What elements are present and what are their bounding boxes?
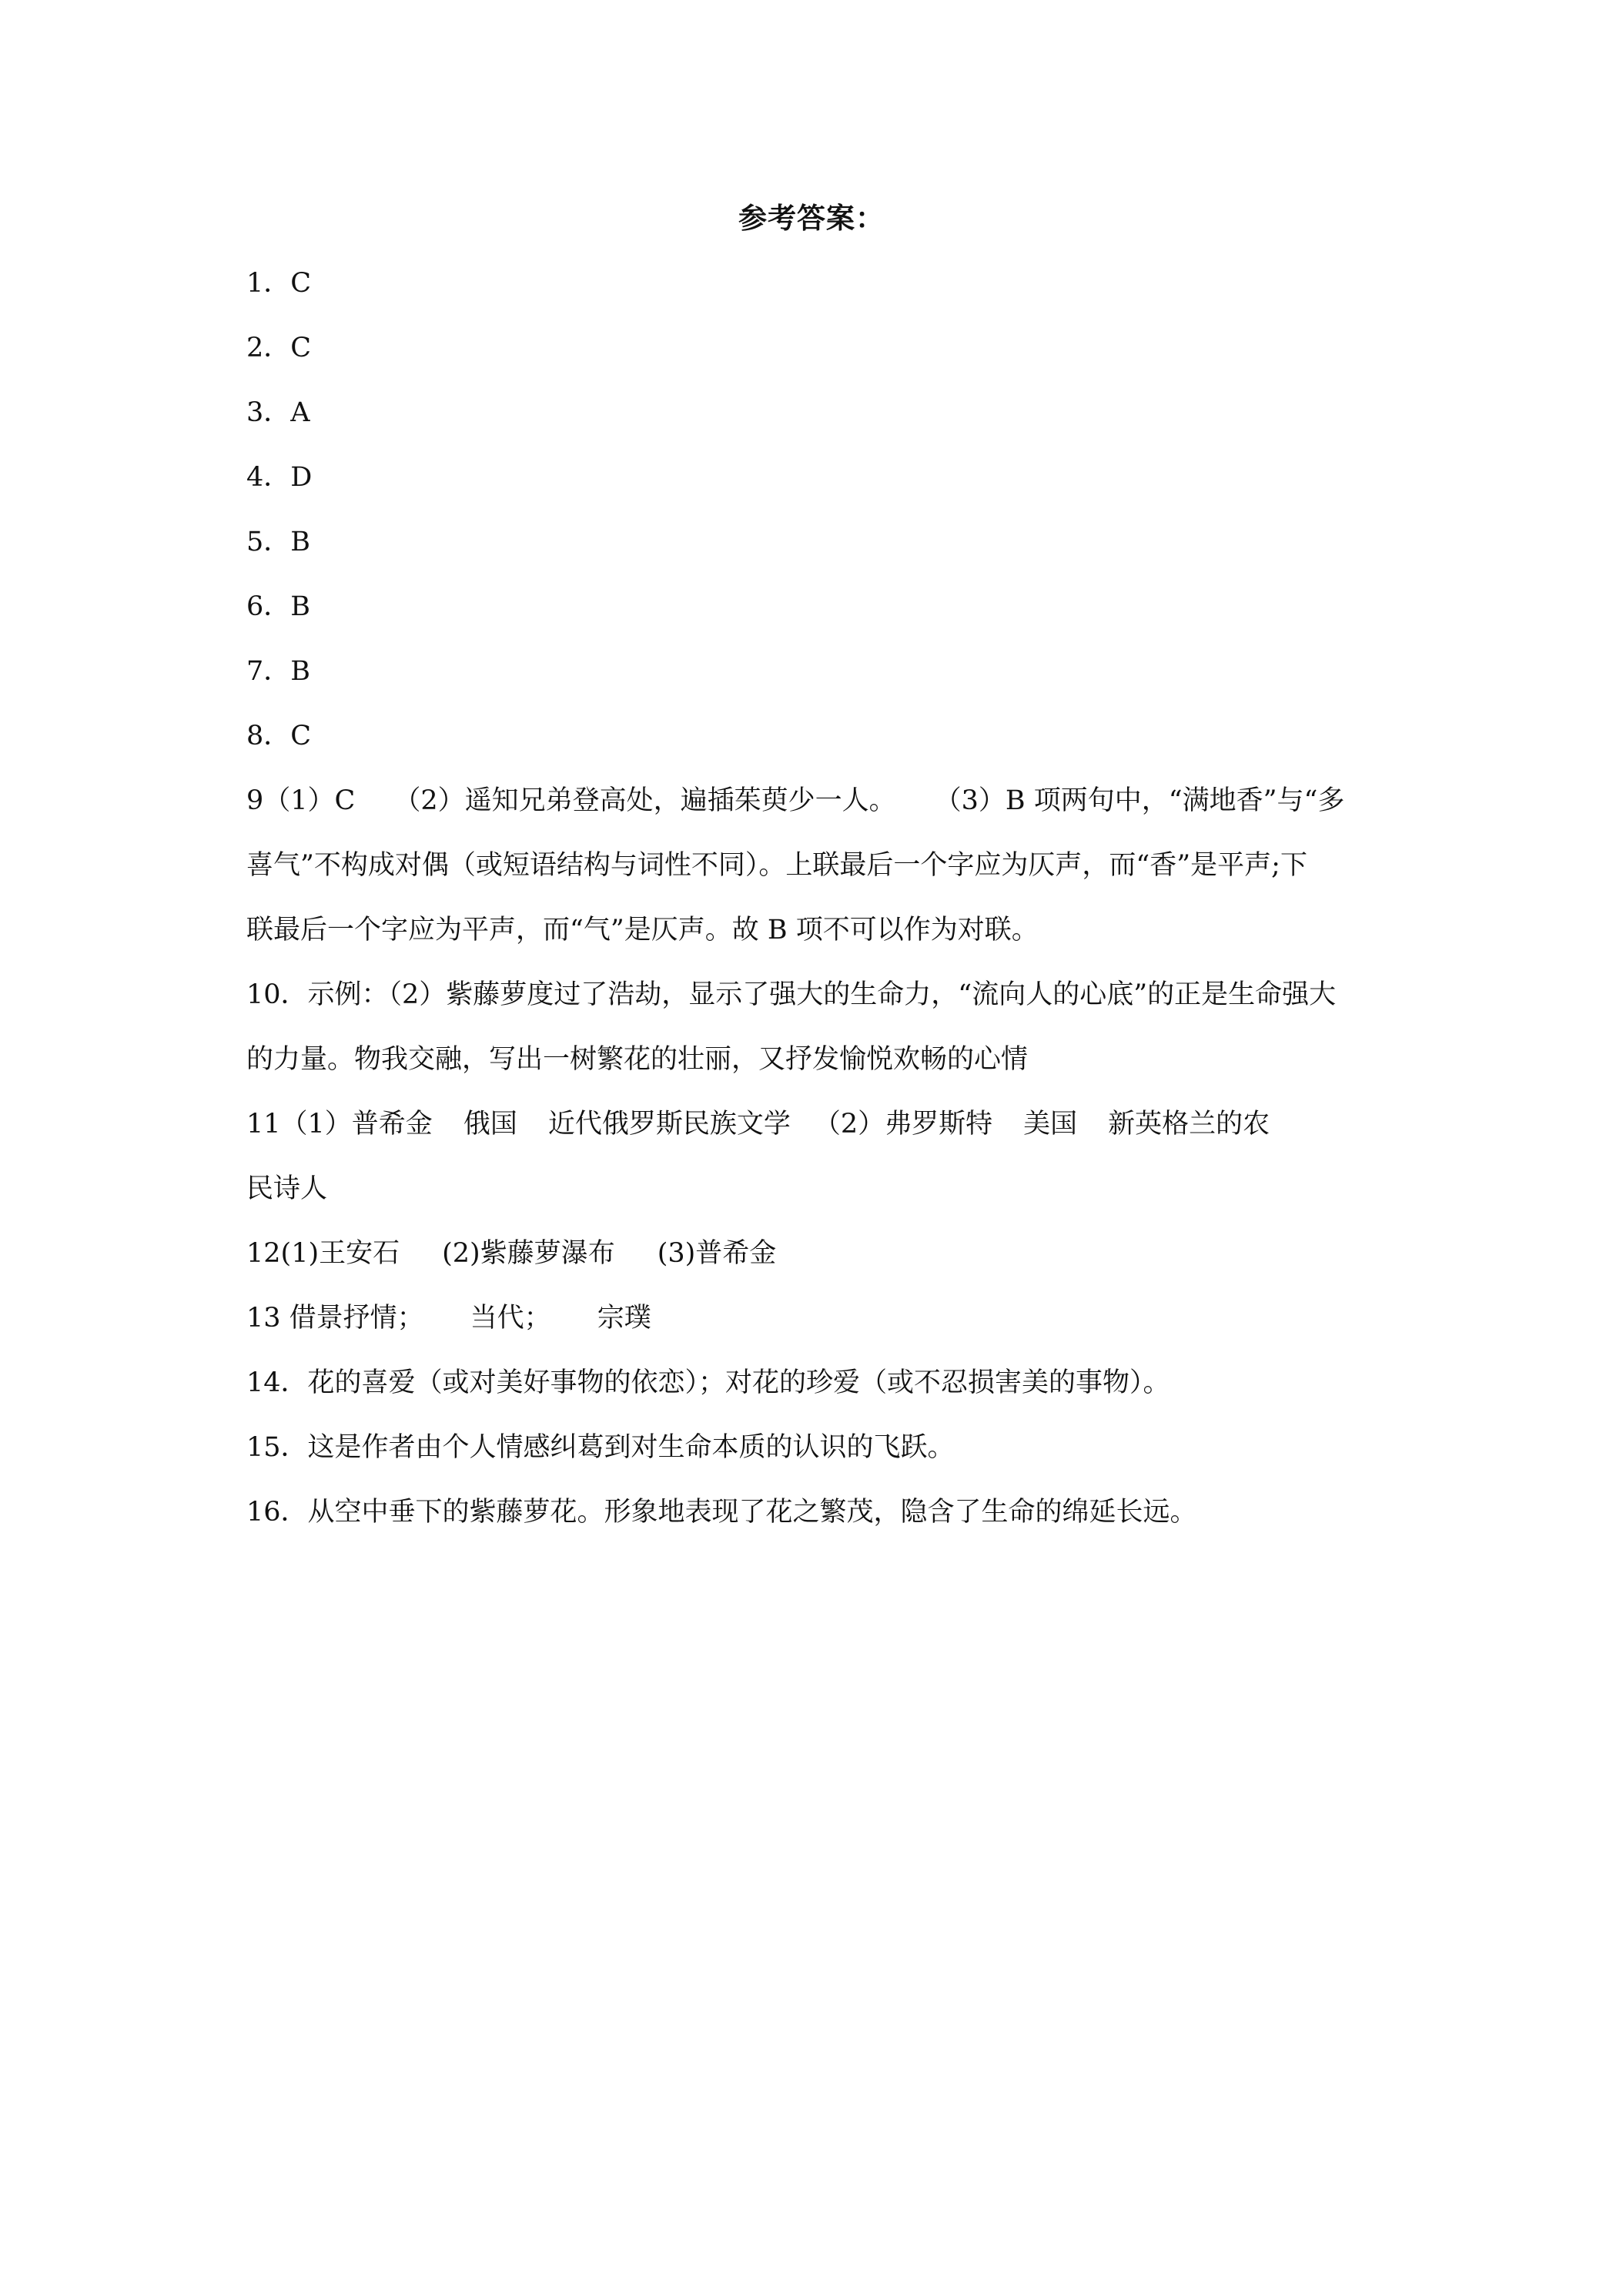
answer-11-line-2: 民诗人	[246, 1173, 328, 1204]
answer-list	[246, 251, 1386, 1545]
answer-11-line-1	[246, 1092, 1386, 1156]
answer-11-part-4: （2）弗罗斯特	[813, 1109, 993, 1140]
answer-6: 6．B	[246, 591, 310, 622]
answer-9-part-1: 9（1）C	[246, 785, 356, 816]
answer-8: 8．C	[246, 721, 312, 751]
answer-12-part-3: (3)普希金	[657, 1238, 777, 1269]
answer-12	[246, 1221, 1386, 1286]
answer-15: 15．这是作者由个人情感纠葛到对生命本质的认识的飞跃。	[246, 1432, 955, 1463]
answer-16: 16．从空中垂下的紫藤萝花。形象地表现了花之繁茂，隐含了生命的绵延长远。	[246, 1497, 1197, 1528]
answer-5: 5．B	[246, 527, 310, 557]
answer-2: 2．C	[246, 333, 312, 363]
answer-13-part-3: 宗璞	[597, 1303, 651, 1334]
answer-10-line-1: 10．示例：（2）紫藤萝度过了浩劫，显示了强大的生命力，“流向人的心底”的正是生命强大	[246, 979, 1337, 1010]
page-title: 参考答案：	[738, 201, 885, 235]
answer-12-part-1: 12(1)王安石	[246, 1238, 400, 1269]
answer-11-part-1: 11（1）普希金	[246, 1109, 433, 1140]
answer-11-part-3: 近代俄罗斯民族文学	[547, 1109, 791, 1140]
answer-11-part-5: 美国	[1023, 1109, 1078, 1140]
answer-11-part-2: 俄国	[463, 1109, 517, 1140]
answer-14: 14．花的喜爱（或对美好事物的依恋）；对花的珍爱（或不忍损害美的事物）。	[246, 1367, 1170, 1398]
answer-11-part-6: 新英格兰的农	[1108, 1109, 1270, 1140]
answer-10-line-2: 的力量。物我交融，写出一树繁花的壮丽，又抒发愉悦欢畅的心情	[246, 1044, 1029, 1075]
answer-13	[246, 1286, 1386, 1350]
answer-9-line-2: 喜气”不构成对偶（或短语结构与词性不同）。上联最后一个字应为仄声，而“香”是平声;下	[246, 850, 1307, 881]
answer-4: 4．D	[246, 462, 313, 493]
answer-9-line-1	[246, 768, 1386, 833]
answer-3: 3．A	[246, 397, 310, 428]
answer-13-part-2: 当代；	[470, 1303, 551, 1334]
answer-9-part-3: （3）B 项两句中，“满地香”与“多	[934, 785, 1345, 816]
answer-1: 1．C	[246, 268, 312, 299]
answer-13-part-1: 13 借景抒情；	[246, 1303, 424, 1334]
answer-12-part-2: (2)紫藤萝瀑布	[442, 1238, 615, 1269]
answer-9-part-2: （2）遥知兄弟登高处，遍插茱萸少一人。	[393, 785, 896, 816]
answer-7: 7．B	[246, 656, 310, 687]
answer-9-line-3: 联最后一个字应为平声，而“气”是仄声。故 B 项不可以作为对联。	[246, 915, 1039, 946]
